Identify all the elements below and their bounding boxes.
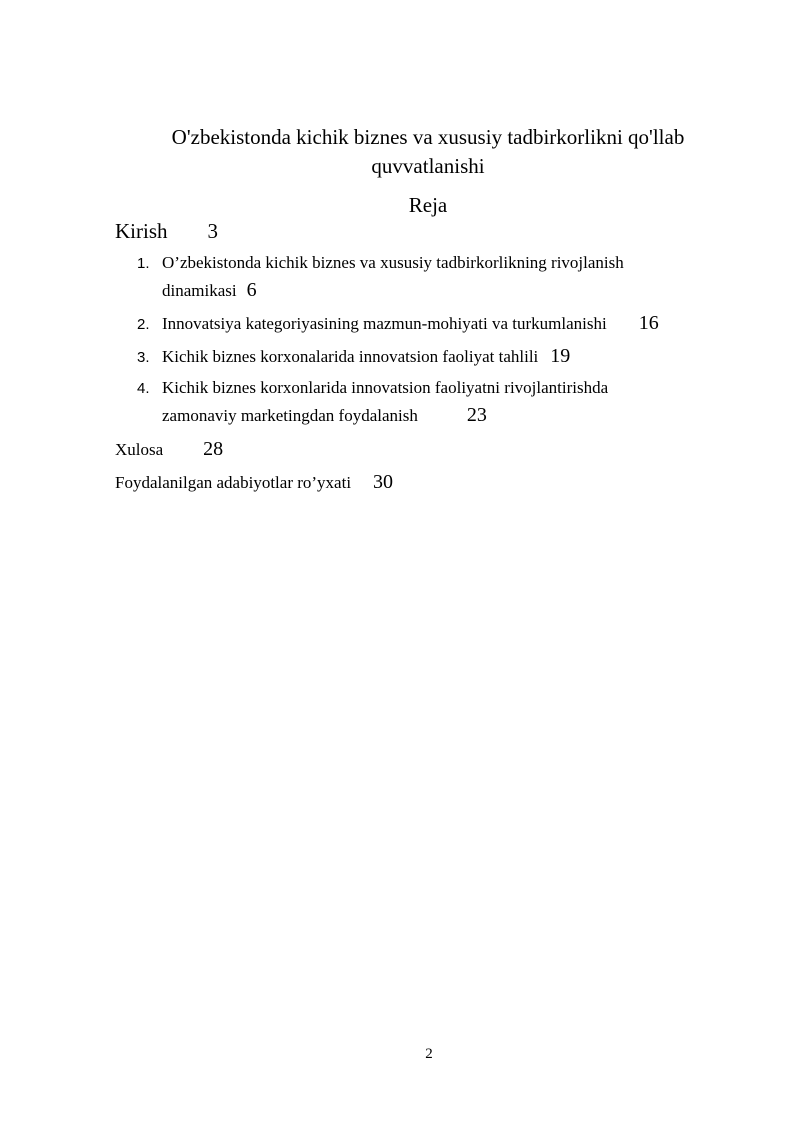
toc-entry-page: 19 bbox=[550, 345, 571, 367]
toc-entry-text-line2: dinamikasi bbox=[162, 281, 237, 300]
toc-entry-number: 4. bbox=[137, 380, 150, 397]
toc-entry-page: 6 bbox=[246, 279, 257, 301]
toc-conclusion-page: 28 bbox=[203, 438, 224, 460]
toc-entry-text: Kichik biznes korxonlarida innovatsion faoliyatni rivojlantirishda bbox=[162, 378, 609, 397]
toc-entry-2 bbox=[137, 310, 659, 338]
toc-intro-label: Kirish bbox=[115, 219, 168, 243]
toc-entry-number: 3. bbox=[137, 349, 150, 366]
toc-entry-1 bbox=[137, 250, 624, 304]
toc-entry-text-continued bbox=[137, 402, 608, 429]
plan-heading: Reja bbox=[408, 193, 448, 217]
toc-entry-references bbox=[115, 469, 393, 496]
document-title: O'zbekistonda kichik biznes va xususiy tadbirkorlikni qo'llab quvvatlanishi bbox=[171, 125, 685, 178]
toc-entry-page: 16 bbox=[638, 312, 659, 334]
toc-entry-conclusion bbox=[115, 436, 223, 463]
toc-entry-text-continued bbox=[137, 277, 624, 304]
toc-entry-page: 23 bbox=[466, 404, 487, 426]
toc-entry-4 bbox=[137, 375, 608, 429]
toc-entry-text: Innovatsiya kategoriyasining mazmun-mohiyati va turkumlanishi bbox=[162, 314, 607, 333]
toc-entry-intro bbox=[115, 218, 218, 244]
toc-entry-3 bbox=[137, 343, 570, 371]
toc-entry-text-line2: zamonaviy marketingdan foydalanish bbox=[162, 406, 418, 425]
toc-entry-text: O’zbekistonda kichik biznes va xususiy tadbirkorlikning rivojlanish bbox=[162, 253, 624, 272]
toc-entry-text: Kichik biznes korxonalarida innovatsion faoliyat tahlili bbox=[162, 347, 539, 366]
toc-conclusion-label: Xulosa bbox=[115, 440, 164, 459]
toc-entry-number: 1. bbox=[137, 255, 150, 272]
toc-entry-number: 2. bbox=[137, 316, 150, 333]
toc-intro-page: 3 bbox=[207, 219, 218, 243]
toc-references-page: 30 bbox=[373, 471, 394, 493]
toc-references-label: Foydalanilgan adabiyotlar ro’yxati bbox=[115, 473, 352, 492]
page-number: 2 bbox=[425, 1046, 433, 1062]
